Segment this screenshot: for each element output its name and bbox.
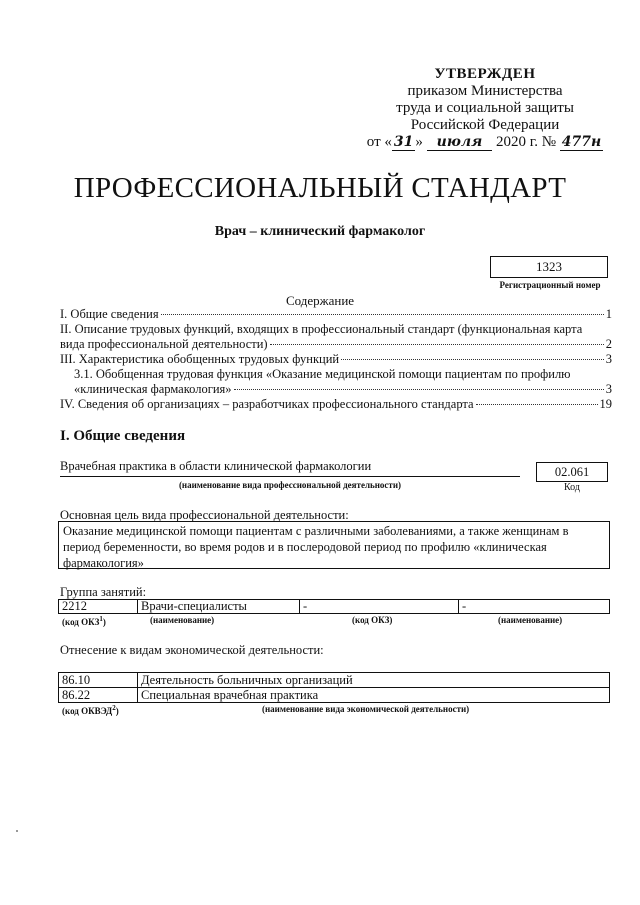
okz-code-caption: (код ОКЗ$^1$): [62, 615, 106, 627]
approval-month: июля: [427, 134, 493, 151]
toc-item[interactable]: II. Описание трудовых функций, входящих в профессиональный стандарт (функциональная карта: [60, 322, 583, 336]
activity-name: Врачебная практика в области клинической фармакологии: [60, 459, 520, 477]
okz-code-caption-2: (код ОКЗ): [352, 615, 393, 625]
okved-table: [58, 672, 610, 703]
okved-name-cell: Деятельность больничных организаций: [138, 673, 610, 688]
table-row: [59, 688, 610, 703]
approval-number: 477н: [561, 134, 602, 150]
okz-code-cell: 2212: [59, 600, 138, 614]
okved-code-cell: 86.22: [59, 688, 138, 703]
toc-item[interactable]: вида профессиональной деятельности) 2: [60, 337, 612, 351]
approval-day: 31: [393, 134, 414, 150]
approval-line-3: труда и социальной защиты: [396, 100, 574, 116]
registration-number-label: Регистрационный номер: [499, 280, 601, 290]
scan-speck: [16, 830, 18, 832]
toc-item[interactable]: IV. Сведения об организациях – разработчиках профессионального стандарта 19: [60, 397, 612, 411]
okz-name-cell-2: -: [459, 600, 610, 614]
toc-item[interactable]: I. Общие сведения 1: [60, 307, 612, 321]
toc-item[interactable]: III. Характеристика обобщенных трудовых функций 3: [60, 352, 612, 366]
okz-name-caption: (наименование): [150, 615, 215, 625]
toc-item[interactable]: «клиническая фармакология» 3: [74, 382, 612, 396]
okved-code-cell: 86.10: [59, 673, 138, 688]
approval-date-line: от « 31 » июля 2020 г. № 477н: [366, 134, 602, 150]
registration-number-box: 1323: [490, 256, 608, 278]
document-title: ПРОФЕССИОНАЛЬНЫЙ СТАНДАРТ: [73, 172, 567, 204]
table-row: [59, 600, 610, 614]
table-of-contents: [60, 307, 612, 412]
occupation-group-label: Группа занятий:: [60, 585, 147, 599]
occupation-group-table: [58, 599, 610, 614]
approval-line-2: приказом Министерства: [407, 83, 563, 99]
goal-text-box: Оказание медицинской помощи пациентам с различными заболеваниями, а также женщинам в период беременности, во время родов и в послеродовой период по профилю «клиническая фармакология»: [58, 521, 610, 569]
okz-code-cell-2: -: [300, 600, 459, 614]
okved-code-caption: (код ОКВЭД$^2$): [62, 704, 119, 716]
okz-name-caption-2: (наименование): [498, 615, 563, 625]
toc-title: Содержание: [285, 293, 355, 308]
okz-name-cell: Врачи-специалисты: [138, 600, 300, 614]
okved-name-cell: Специальная врачебная практика: [138, 688, 610, 703]
table-row: [59, 673, 610, 688]
approval-block: [360, 66, 610, 151]
okved-label: Отнесение к видам экономической деятельности:: [60, 643, 324, 657]
approval-line-4: Российской Федерации: [410, 117, 560, 133]
approval-heading: УТВЕРЖДЕН: [434, 66, 536, 82]
activity-code-box: 02.061: [536, 462, 608, 482]
section-heading: I. Общие сведения: [60, 428, 186, 444]
approval-year: 2020 г. №: [495, 134, 557, 150]
activity-code-caption: Код: [564, 482, 580, 493]
toc-item[interactable]: 3.1. Обобщенная трудовая функция «Оказание медицинской помощи пациентам по профилю: [74, 367, 571, 381]
activity-caption: (наименование вида профессиональной деятельности): [178, 480, 402, 490]
document-subtitle: Врач – клинический фармаколог: [214, 224, 426, 239]
goal-label: Основная цель вида профессиональной деятельности:: [60, 508, 349, 522]
okved-name-caption: (наименование вида экономической деятельности): [262, 704, 470, 714]
